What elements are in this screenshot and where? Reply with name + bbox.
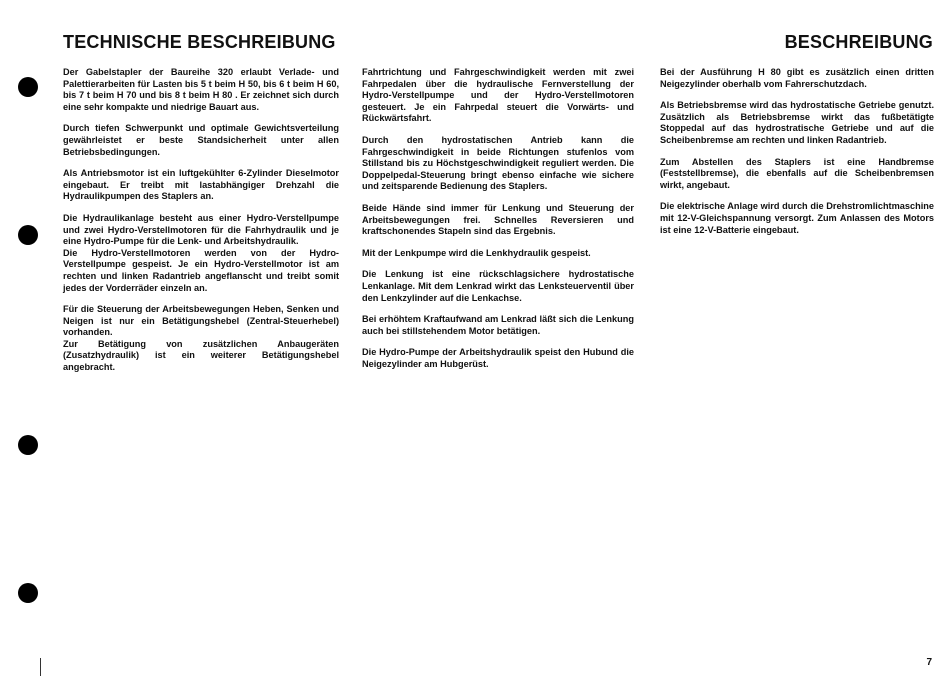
text-column-3 [660,67,934,246]
paragraph: Mit der Lenkpumpe wird die Lenkhydraulik gespeist. [362,247,591,258]
binder-hole [18,77,38,97]
binder-hole [18,435,38,455]
binder-hole [18,583,38,603]
paragraph: Bei der Ausführung H 80 gibt es zusätzlich einen dritten Neigezylinder oberhalb vom Fahrerschutzdach. [660,67,934,89]
paragraph: Die Hydro-Pumpe der Arbeitshydraulik speist den Hubund die Neigezylinder am Hubgerüst. [362,347,634,369]
binder-hole [18,225,38,245]
paragraph: Durch den hydrostatischen Antrieb kann die Fahrgeschwindigkeit in beide Richtungen stufenlos vom Stillstand bis zu Höchstgeschwindigkeit reguliert werden. Die Doppelpedal-Steuerung bringt ebenso einfache wie sichere und zeitsparende Bedienung des Staplers. [362,134,634,192]
page-title-left: TECHNISCHE BESCHREIBUNG [63,32,336,52]
paragraph: Für die Steuerung der Arbeitsbewegungen Heben, Senken und Neigen ist nur ein Betätigungshebel (Zentral-Steuerhebel) vorhanden. Zur Betätigung von zusätzlichen Anbaugeräten (Zusatzhydraulik) ist ein weiterer Betätigungshebel angebracht. [63,304,339,373]
page-number: 7 [926,657,932,668]
paragraph: Die elektrische Anlage wird durch die Drehstromlichtmaschine mit 12-V-Gleichspannung versorgt. Zum Anlassen des Motors ist eine 12-V-Batterie eingebaut. [660,201,934,235]
paragraph: Fahrtrichtung und Fahrgeschwindigkeit werden mit zwei Fahrpedalen über die hydraulische Fernverstellung der Hydro-Verstellpumpe und der Hydro-Verstellmotoren gesteuert. Je ein Fahrpedal steuert die Vorwärts- und Rückwärtsfahrt. [362,67,634,124]
paragraph: Zum Abstellen des Staplers ist eine Handbremse (Feststellbremse), die ebenfalls auf die Scheibenbremsen wirkt, angebaut. [660,156,934,190]
paragraph: Die Hydraulikanlage besteht aus einer Hydro-Verstellpumpe und zwei Hydro-Verstellmotoren für die Fahrhydraulik und je eine Hydro-Pumpe für die Lenk- und Arbeitshydraulik. Die Hydro-Verstellmotoren werden von der Hydro-Verstellpumpe gespeist. Je ein Hydro-Verstellmotor ist am rechten und linken Radantrieb angeflanscht und treibt somit jedes der Vorderräder einzeln an. [63,212,339,293]
paragraph: Durch tiefen Schwerpunkt und optimale Gewichtsverteilung gewährleistet er beste Standsicherheit unter allen Betriebsbedingungen. [63,123,339,157]
text-column-1 [63,67,339,384]
scan-mark [40,658,41,676]
page-title-right: BESCHREIBUNG [784,32,933,52]
paragraph: Bei erhöhtem Kraftaufwand am Lenkrad läßt sich die Lenkung auch bei stillstehendem Motor betätigen. [362,314,634,336]
paragraph: Als Betriebsbremse wird das hydrostatische Getriebe genutzt. Zusätzlich als Betriebsbremse wirkt das fußbetätigte Stoppedal auf das hydrostratische Getriebe und auf die Scheibenbremse am rechten und linken Radantrieb. [660,100,934,145]
paragraph: Beide Hände sind immer für Lenkung und Steuerung der Arbeitsbewegungen frei. Schnelles Reversieren und kraftschonendes Stapeln sind das Ergebnis. [362,202,634,237]
text-column-2 [362,67,634,380]
paragraph: Die Lenkung ist eine rückschlagsichere hydrostatische Lenkanlage. Mit dem Lenkrad wirkt das Lenksteuerventil über den Lenkzylinder auf die Lenkachse. [362,269,634,303]
paragraph: Als Antriebsmotor ist ein luftgekühlter 6-Zylinder Dieselmotor eingebaut. Er treibt mit lastabhängiger Drehzahl die Hydraulikpumpen des Staplers an. [63,168,339,202]
paragraph: Der Gabelstapler der Baureihe 320 erlaubt Verlade- und Palettierarbeiten für Lasten bis 5 t beim H 50, bis 6 t beim H 60, bis 7 t beim H 70 und bis 8 t beim H 80 . Er zeichnet sich durch eine sehr kompakte und niedrige Bauart aus. [63,67,339,112]
